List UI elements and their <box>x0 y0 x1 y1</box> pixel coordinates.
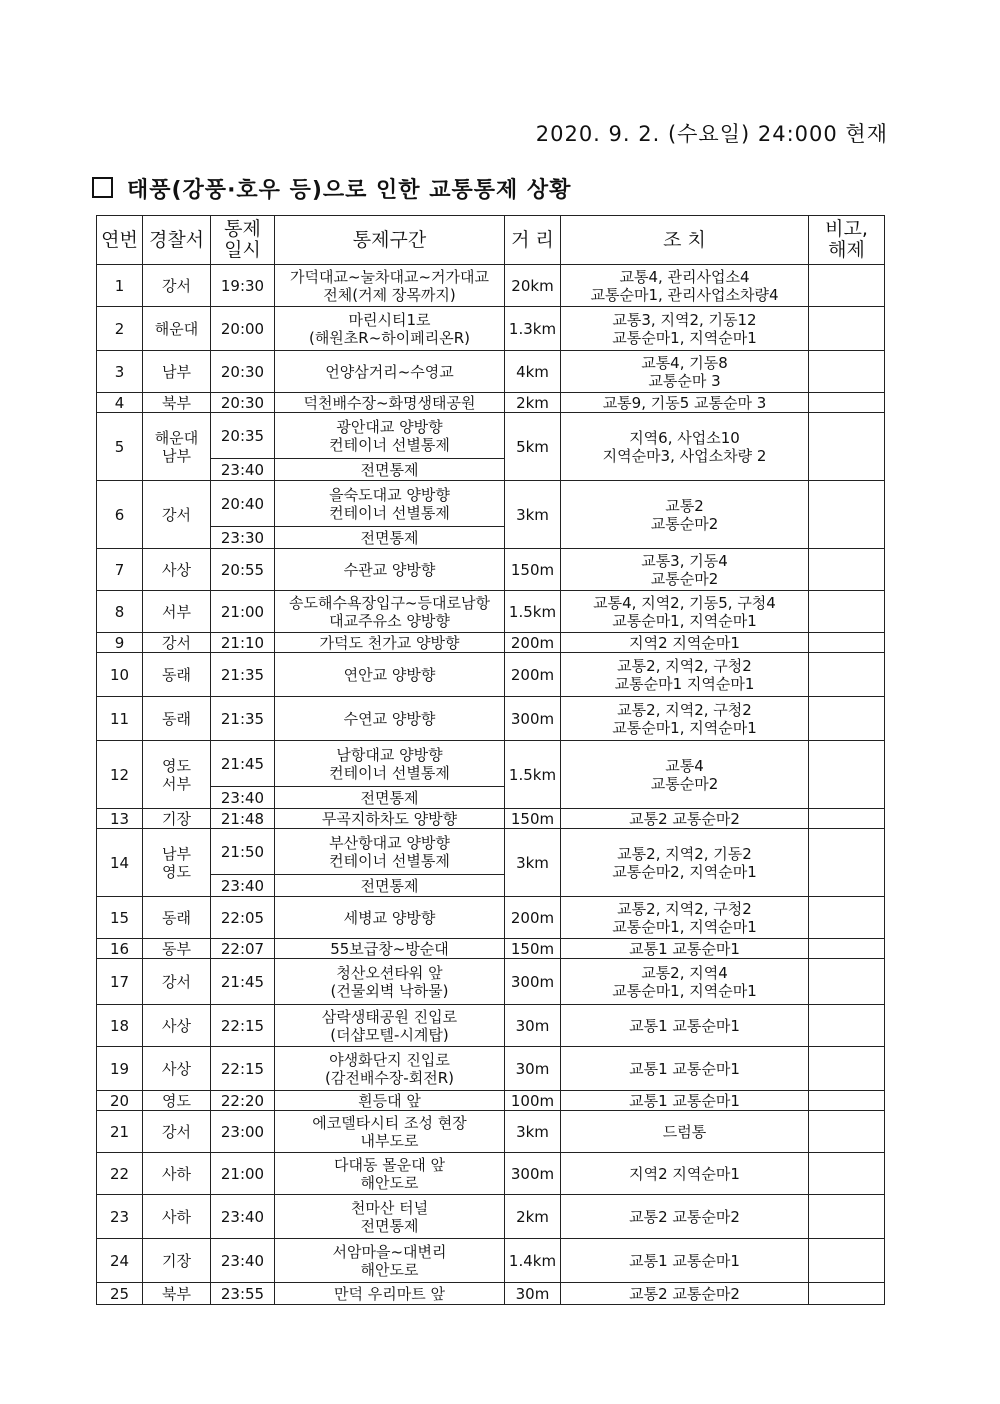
police-station: 동래 <box>143 653 211 697</box>
column-header-section: 통제구간 <box>275 216 505 265</box>
table-row <box>97 265 885 307</box>
remarks <box>809 549 885 591</box>
control-section: 가덕도 천가교 양방향 <box>275 633 505 653</box>
row-number: 22 <box>97 1153 143 1195</box>
remarks <box>809 809 885 829</box>
control-time: 20:30 <box>211 393 275 413</box>
remarks <box>809 591 885 633</box>
distance: 30m <box>505 1047 561 1091</box>
police-station: 사상 <box>143 549 211 591</box>
row-number: 6 <box>97 481 143 549</box>
table-row <box>97 413 885 459</box>
control-time: 23:40 <box>211 1195 275 1239</box>
remarks <box>809 633 885 653</box>
measures: 교통4, 기동8 교통순마 3 <box>561 351 809 393</box>
control-section: 야생화단지 진입로 (감전배수장-회전R) <box>275 1047 505 1091</box>
column-header-no: 연번 <box>97 216 143 265</box>
table-row <box>97 1153 885 1195</box>
remarks <box>809 351 885 393</box>
distance: 1.5km <box>505 741 561 809</box>
table-header-row <box>97 216 885 265</box>
measures: 교통4, 관리사업소4 교통순마1, 관리사업소차량4 <box>561 265 809 307</box>
control-time: 21:10 <box>211 633 275 653</box>
control-time: 20:30 <box>211 351 275 393</box>
column-header-remarks: 비고, 해제 <box>809 216 885 265</box>
document-title-text: 태풍(강풍·호우 등)으로 인한 교통통제 상황 <box>127 178 572 203</box>
row-number: 19 <box>97 1047 143 1091</box>
control-time: 20:00 <box>211 307 275 351</box>
remarks <box>809 1047 885 1091</box>
remarks <box>809 1239 885 1283</box>
distance: 1.5km <box>505 591 561 633</box>
table-row <box>97 633 885 653</box>
distance: 3km <box>505 829 561 897</box>
control-section-full: 전면통제 <box>275 459 505 481</box>
distance: 5km <box>505 413 561 481</box>
measures: 교통3, 기동4 교통순마2 <box>561 549 809 591</box>
remarks <box>809 1153 885 1195</box>
row-number: 14 <box>97 829 143 897</box>
police-station: 서부 <box>143 591 211 633</box>
control-section: 을숙도대교 양방향 컨테이너 선별통제 <box>275 481 505 527</box>
table-row <box>97 653 885 697</box>
control-time: 20:40 <box>211 481 275 527</box>
table-row <box>97 1239 885 1283</box>
distance: 20km <box>505 265 561 307</box>
distance: 3km <box>505 481 561 549</box>
traffic-control-table <box>96 215 885 1305</box>
distance: 200m <box>505 653 561 697</box>
table-row <box>97 307 885 351</box>
control-time: 22:20 <box>211 1091 275 1111</box>
distance: 300m <box>505 959 561 1005</box>
row-number: 20 <box>97 1091 143 1111</box>
police-station: 북부 <box>143 1283 211 1305</box>
remarks <box>809 939 885 959</box>
control-section: 덕천배수장~화명생태공원 <box>275 393 505 413</box>
row-number: 12 <box>97 741 143 809</box>
control-section: 송도해수욕장입구~등대로남항 대교주유소 양방향 <box>275 591 505 633</box>
table-row <box>97 1111 885 1153</box>
control-time: 21:45 <box>211 959 275 1005</box>
remarks <box>809 829 885 897</box>
police-station: 해운대 남부 <box>143 413 211 481</box>
column-header-action: 조 치 <box>561 216 809 265</box>
table-row <box>97 393 885 413</box>
row-number: 5 <box>97 413 143 481</box>
table-row <box>97 1047 885 1091</box>
control-time: 21:00 <box>211 1153 275 1195</box>
table-body <box>97 265 885 1305</box>
control-section-full: 전면통제 <box>275 875 505 897</box>
police-station: 강서 <box>143 265 211 307</box>
measures: 교통4, 지역2, 기동5, 구청4 교통순마1, 지역순마1 <box>561 591 809 633</box>
control-section: 부산항대교 양방향 컨테이너 선별통제 <box>275 829 505 875</box>
control-time: 21:50 <box>211 829 275 875</box>
row-number: 2 <box>97 307 143 351</box>
table-row <box>97 351 885 393</box>
remarks <box>809 1091 885 1111</box>
measures: 교통1 교통순마1 <box>561 1239 809 1283</box>
control-time: 21:48 <box>211 809 275 829</box>
row-number: 8 <box>97 591 143 633</box>
distance: 2km <box>505 1195 561 1239</box>
control-time: 20:35 <box>211 413 275 459</box>
distance: 30m <box>505 1283 561 1305</box>
control-time-full: 23:40 <box>211 875 275 897</box>
measures: 교통2, 지역2, 구청2 교통순마1, 지역순마1 <box>561 897 809 939</box>
table-row <box>97 809 885 829</box>
table-row <box>97 1005 885 1047</box>
measures: 교통2, 지역2, 구청2 교통순마1, 지역순마1 <box>561 697 809 741</box>
police-station: 해운대 <box>143 307 211 351</box>
remarks <box>809 1005 885 1047</box>
control-time: 23:55 <box>211 1283 275 1305</box>
control-section: 천마산 터널 전면통제 <box>275 1195 505 1239</box>
measures: 지역2 지역순마1 <box>561 633 809 653</box>
control-section: 다대동 몰운대 앞 해안도로 <box>275 1153 505 1195</box>
police-station: 강서 <box>143 481 211 549</box>
control-section: 광안대교 양방향 컨테이너 선별통제 <box>275 413 505 459</box>
table-row <box>97 741 885 787</box>
police-station: 동래 <box>143 897 211 939</box>
control-section: 가덕대교~눌차대교~거가대교 전체(거제 장목까지) <box>275 265 505 307</box>
distance: 150m <box>505 549 561 591</box>
table-row <box>97 1091 885 1111</box>
control-section-full: 전면통제 <box>275 787 505 809</box>
distance: 300m <box>505 1153 561 1195</box>
measures: 교통2, 지역4 교통순마1, 지역순마1 <box>561 959 809 1005</box>
table-row <box>97 549 885 591</box>
police-station: 강서 <box>143 633 211 653</box>
row-number: 9 <box>97 633 143 653</box>
row-number: 3 <box>97 351 143 393</box>
remarks <box>809 1195 885 1239</box>
column-header-distance: 거 리 <box>505 216 561 265</box>
row-number: 15 <box>97 897 143 939</box>
control-time: 21:35 <box>211 653 275 697</box>
distance: 150m <box>505 809 561 829</box>
row-number: 17 <box>97 959 143 1005</box>
remarks <box>809 653 885 697</box>
control-time: 23:00 <box>211 1111 275 1153</box>
table-row <box>97 1283 885 1305</box>
table-row <box>97 1195 885 1239</box>
table-row <box>97 897 885 939</box>
checkbox-square-icon <box>92 177 113 198</box>
measures: 교통2, 지역2, 구청2 교통순마1 지역순마1 <box>561 653 809 697</box>
distance: 100m <box>505 1091 561 1111</box>
column-header-station: 경찰서 <box>143 216 211 265</box>
control-time: 22:15 <box>211 1047 275 1091</box>
remarks <box>809 741 885 809</box>
police-station: 동래 <box>143 697 211 741</box>
remarks <box>809 1111 885 1153</box>
table-row <box>97 591 885 633</box>
control-section: 연안교 양방향 <box>275 653 505 697</box>
table-row <box>97 959 885 1005</box>
row-number: 25 <box>97 1283 143 1305</box>
remarks <box>809 959 885 1005</box>
control-section: 무곡지하차도 양방향 <box>275 809 505 829</box>
control-time: 21:45 <box>211 741 275 787</box>
distance: 1.3km <box>505 307 561 351</box>
police-station: 기장 <box>143 1239 211 1283</box>
row-number: 18 <box>97 1005 143 1047</box>
police-station: 사상 <box>143 1005 211 1047</box>
control-time-full: 23:40 <box>211 459 275 481</box>
column-header-time: 통제 일시 <box>211 216 275 265</box>
measures: 교통1 교통순마1 <box>561 1091 809 1111</box>
distance: 200m <box>505 633 561 653</box>
police-station: 사하 <box>143 1195 211 1239</box>
measures: 교통1 교통순마1 <box>561 1047 809 1091</box>
distance: 200m <box>505 897 561 939</box>
control-section: 세병교 양방향 <box>275 897 505 939</box>
measures: 교통1 교통순마1 <box>561 939 809 959</box>
measures: 교통2 교통순마2 <box>561 809 809 829</box>
row-number: 7 <box>97 549 143 591</box>
remarks <box>809 307 885 351</box>
distance: 2km <box>505 393 561 413</box>
police-station: 강서 <box>143 959 211 1005</box>
control-section: 에코델타시티 조성 현장 내부도로 <box>275 1111 505 1153</box>
police-station: 남부 영도 <box>143 829 211 897</box>
measures: 드럼통 <box>561 1111 809 1153</box>
control-section: 남항대교 양방향 컨테이너 선별통제 <box>275 741 505 787</box>
control-time: 23:40 <box>211 1239 275 1283</box>
row-number: 11 <box>97 697 143 741</box>
control-section: 마린시티1로 (해원초R~하이페리온R) <box>275 307 505 351</box>
control-time: 22:07 <box>211 939 275 959</box>
row-number: 16 <box>97 939 143 959</box>
table-row <box>97 481 885 527</box>
remarks <box>809 1283 885 1305</box>
control-time: 21:00 <box>211 591 275 633</box>
row-number: 1 <box>97 265 143 307</box>
row-number: 21 <box>97 1111 143 1153</box>
control-time: 19:30 <box>211 265 275 307</box>
control-time: 22:15 <box>211 1005 275 1047</box>
distance: 150m <box>505 939 561 959</box>
remarks <box>809 393 885 413</box>
report-date: 2020. 9. 2. (수요일) 24:000 현재 <box>535 122 888 146</box>
measures: 교통3, 지역2, 기동12 교통순마1, 지역순마1 <box>561 307 809 351</box>
remarks <box>809 897 885 939</box>
control-time: 22:05 <box>211 897 275 939</box>
control-section: 청산오션타워 앞 (건물외벽 낙하물) <box>275 959 505 1005</box>
control-time-full: 23:30 <box>211 527 275 549</box>
control-time-full: 23:40 <box>211 787 275 809</box>
table-row <box>97 697 885 741</box>
control-time: 20:55 <box>211 549 275 591</box>
measures: 교통1 교통순마1 <box>561 1005 809 1047</box>
measures: 지역6, 사업소10 지역순마3, 사업소차량 2 <box>561 413 809 481</box>
measures: 교통9, 기동5 교통순마 3 <box>561 393 809 413</box>
control-section: 삼락생태공원 진입로 (더샵모텔-시계탑) <box>275 1005 505 1047</box>
control-section: 흰등대 앞 <box>275 1091 505 1111</box>
police-station: 동부 <box>143 939 211 959</box>
remarks <box>809 265 885 307</box>
police-station: 기장 <box>143 809 211 829</box>
control-section: 언양삼거리~수영교 <box>275 351 505 393</box>
measures: 교통2 교통순마2 <box>561 481 809 549</box>
measures: 교통4 교통순마2 <box>561 741 809 809</box>
distance: 300m <box>505 697 561 741</box>
remarks <box>809 413 885 481</box>
control-section-full: 전면통제 <box>275 527 505 549</box>
police-station: 북부 <box>143 393 211 413</box>
control-time: 21:35 <box>211 697 275 741</box>
remarks <box>809 481 885 549</box>
police-station: 남부 <box>143 351 211 393</box>
police-station: 사하 <box>143 1153 211 1195</box>
table-row <box>97 939 885 959</box>
table-row <box>97 829 885 875</box>
measures: 교통2 교통순마2 <box>561 1283 809 1305</box>
control-section: 수관교 양방향 <box>275 549 505 591</box>
row-number: 13 <box>97 809 143 829</box>
distance: 30m <box>505 1005 561 1047</box>
police-station: 영도 <box>143 1091 211 1111</box>
police-station: 영도 서부 <box>143 741 211 809</box>
control-section: 수연교 양방향 <box>275 697 505 741</box>
row-number: 4 <box>97 393 143 413</box>
row-number: 24 <box>97 1239 143 1283</box>
document-title <box>92 173 571 204</box>
measures: 지역2 지역순마1 <box>561 1153 809 1195</box>
police-station: 강서 <box>143 1111 211 1153</box>
control-section: 서암마을~대변리 해안도로 <box>275 1239 505 1283</box>
row-number: 23 <box>97 1195 143 1239</box>
police-station: 사상 <box>143 1047 211 1091</box>
distance: 3km <box>505 1111 561 1153</box>
remarks <box>809 697 885 741</box>
control-section: 만덕 우리마트 앞 <box>275 1283 505 1305</box>
distance: 4km <box>505 351 561 393</box>
measures: 교통2, 지역2, 기동2 교통순마2, 지역순마1 <box>561 829 809 897</box>
distance: 1.4km <box>505 1239 561 1283</box>
row-number: 10 <box>97 653 143 697</box>
control-section: 55보급창~방순대 <box>275 939 505 959</box>
measures: 교통2 교통순마2 <box>561 1195 809 1239</box>
